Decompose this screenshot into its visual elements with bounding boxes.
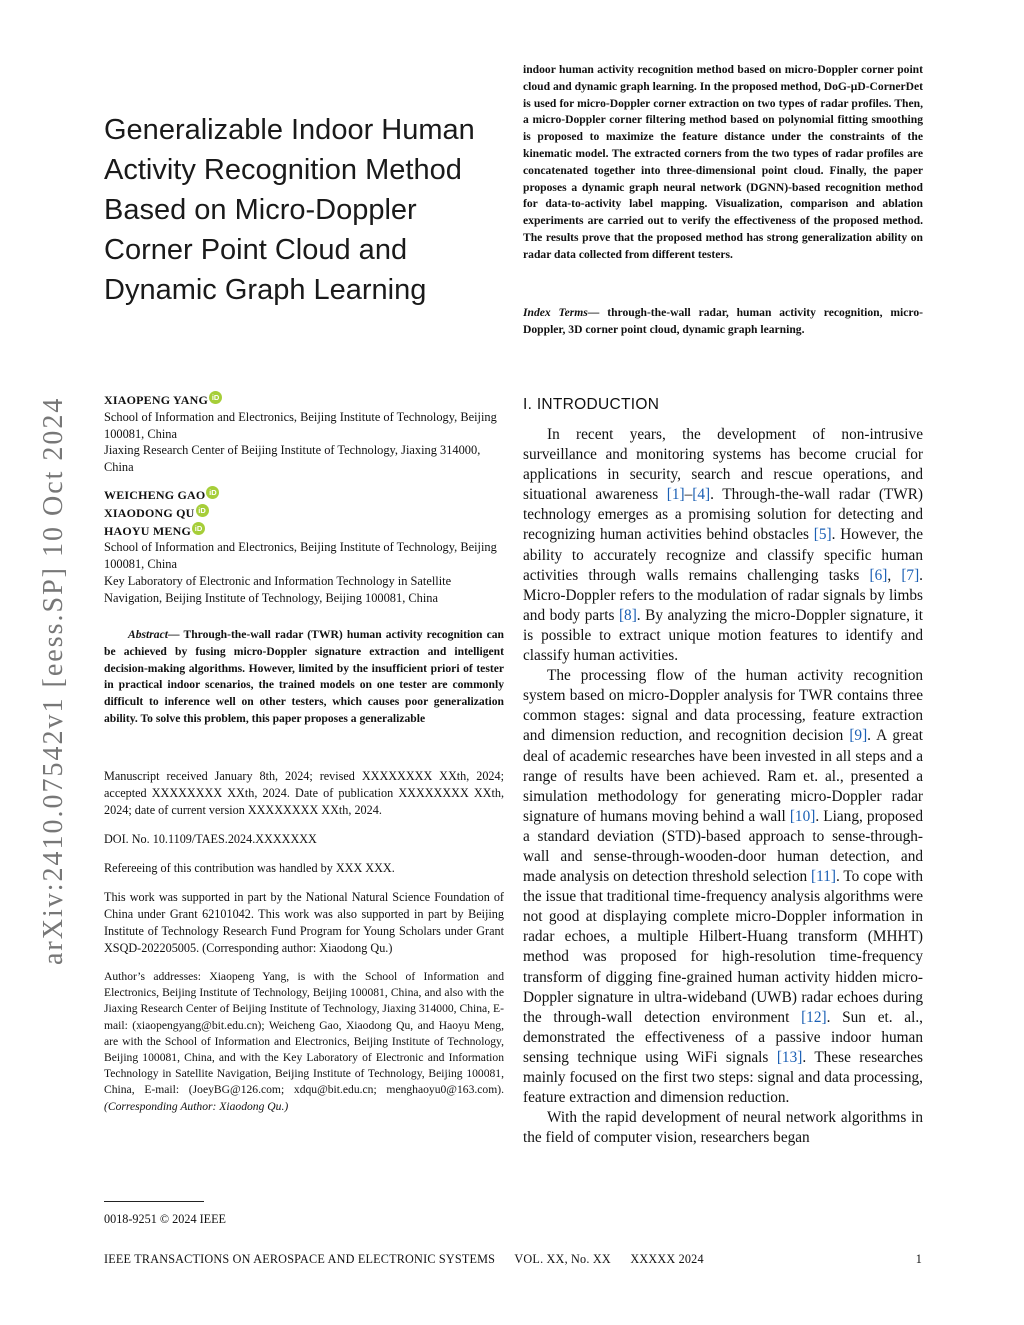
text-run: . To cope with the issue that traditional time-frequency analysis algorithms were not good at displaying complete micro-Doppler information in radar echoes, a multiple Hilbert-Huang transform (MHHT) method was proposed for high-resolution time-frequency transform of digging fine-grained human activity hidden micro-Doppler signature in ultra-wideband (UWB) radar echoes during the through-wall detection environment <box>523 868 923 1026</box>
paragraph <box>523 666 923 1108</box>
citation-link[interactable]: [4] <box>692 486 711 504</box>
citation-link[interactable]: [7] <box>901 566 920 584</box>
paragraph: With the rapid development of neural network algorithms in the field of computer vision, researchers began <box>523 1109 923 1147</box>
author-name: WEICHENG GAO <box>104 487 206 502</box>
footnotes <box>104 768 504 1127</box>
journal-name: IEEE TRANSACTIONS ON AEROSPACE AND ELECTRONIC SYSTEMS VOL. XX, No. XX XXXXX 2024 <box>104 1252 704 1266</box>
text-run: . Micro-Doppler refers to the modulation of radar signals by limbs and body parts <box>523 566 923 624</box>
paragraph <box>523 425 923 666</box>
text-run: . However, the ability to accurately recognize and classify specific human activities through walls remains challenging tasks <box>523 526 923 584</box>
affiliation: School of Information and Electronics, Beijing Institute of Technology, Beijing 100081, China <box>104 409 497 441</box>
index-terms <box>523 305 923 339</box>
abstract-text: Through-the-wall radar (TWR) human activity recognition can be achieved by fusing micro-Doppler signature extraction and intelligent decision-making algorithms. However, limited by the insufficient priori of tester in practical indoor scenarios, the trained models on one tester are commonly difficult to inference well on other testers, which causes poor generalization ability. To solve this problem, this paper proposes a generalizable <box>104 628 504 725</box>
orcid-icon[interactable]: iD <box>206 486 219 499</box>
citation-link[interactable]: [9] <box>849 727 868 745</box>
page-footer <box>104 1252 922 1267</box>
abstract <box>104 627 504 728</box>
paper-title: Generalizable Indoor Human Activity Recognition Method Based on Micro-Doppler Corner Point Cloud and Dynamic Graph Learning <box>104 114 475 306</box>
author-entry <box>104 504 504 522</box>
affiliation: Key Laboratory of Electronic and Information Technology in Satellite Navigation, Beijing Institute of Technology, Beijing 100081, China <box>104 573 452 605</box>
orcid-icon[interactable]: iD <box>209 391 222 404</box>
author-name: XIAODONG QU <box>104 505 195 520</box>
citation-link[interactable]: [12] <box>801 1008 827 1026</box>
affiliation: School of Information and Electronics, Beijing Institute of Technology, Beijing 100081, China <box>104 540 497 572</box>
text-run: . By analyzing the micro-Doppler signature, it is possible to extract unique motion features to identify and classify human activities. <box>523 606 923 665</box>
doi-note: DOI. No. 10.1109/TAES.2024.XXXXXXX <box>104 832 317 846</box>
addresses-text: Author’s addresses: Xiaopeng Yang, is with the School of Information and Electronics, Beijing Institute of Technology, Beijing 100081, China, and also with the Jiaxing Research Center of Beijing Institute of Technology, Jiaxing 314000, China, E-mail: (xiaopengyang@bit.edu.cn); Weicheng Gao, Xiaodong Qu, and Haoyu Meng, are with the School of Information and Electronics, Beijing Institute of Technology, Beijing 100081, China, and with the Key Laboratory of Electronic and Information Technology in Satellite Navigation, Beijing Institute of Technology, Beijing 100081, China, E-mail: (JoeyBG@126.com; xdqu@bit.edu.cn; menghaoyu0@163.com). <box>104 970 504 1097</box>
citation-link[interactable]: [11] <box>811 868 836 886</box>
citation-link[interactable]: [10] <box>789 807 816 825</box>
addresses-note <box>104 969 504 1115</box>
funding-note: This work was supported in part by the National Natural Science Foundation of China under Grant 62101042. This work was also supported in part by Beijing Institute of Technology Research Fund Program for Young Scholars under Grant XSQD-202205005. (Corresponding author: Xiaodong Qu.) <box>104 890 504 955</box>
abstract-label: Abstract— <box>128 628 180 641</box>
citation-link[interactable]: [5] <box>813 526 832 544</box>
citation-link[interactable]: [6] <box>869 566 888 584</box>
text-run: In recent years, the development of non-intrusive surveillance and monitoring systems has become crucial for applications in security, search and rescue operations, and situational awareness <box>523 426 923 504</box>
text-run: , <box>887 566 902 584</box>
author-entry <box>104 522 504 540</box>
author-entry <box>104 391 504 409</box>
citation-link[interactable]: [8] <box>618 606 637 624</box>
text-run: The processing flow of the human activity recognition system based on micro-Doppler analysis for TWR contains three common stages: signal and data processing, feature extraction and dimension reduction, and recognition decision <box>523 667 923 745</box>
index-terms-text: through-the-wall radar, human activity recognition, micro-Doppler, 3D corner point cloud, dynamic graph learning. <box>523 306 923 336</box>
text-run: . Through-the-wall radar (TWR) technology emerges as a promising solution for detecting and recognizing human activities behind obstacles <box>523 486 923 544</box>
orcid-icon[interactable]: iD <box>196 504 209 517</box>
affiliation: Jiaxing Research Center of Beijing Institute of Technology, Jiaxing 314000, China <box>104 443 481 475</box>
body-text <box>523 425 923 1148</box>
text-run: . Liang, proposed a standard deviation (STD)-based approach to sense-through-wall and sense-through-wooden-door human detection, and made analysis on detection threshold selection <box>523 807 923 886</box>
abstract-continued: indoor human activity recognition method based on micro-Doppler corner point cloud and dynamic graph learning. In the proposed method, DoG-μD-CornerDet is used for micro-Doppler corner extraction on two types of radar profiles. Then, a micro-Doppler corner filtering method based on polynomial fitting smoothing is proposed to maximize the feature distance under the constraints of the kinematic model. The extracted corners from the two types of radar profiles are concatenated together into three-dimensional point cloud. Finally, the paper proposes a dynamic graph neural network (DGNN)-based recognition method for data-to-activity label mapping. Visualization, comparison and ablation experiments are carried out to verify the effectiveness of the proposed method. The results prove that the proposed method has strong generalization ability on radar data collected from different testers. <box>523 63 923 261</box>
text-run: . A great deal of academic researches have been invested in all steps and a range of results have been achieved. Ram et. al., presented a simulation methodology for generating micro-Doppler radar signature of humans moving behind a wall <box>523 727 923 825</box>
author-block <box>104 391 504 607</box>
author-entry <box>104 486 504 504</box>
text-run: . Sun et. al., demonstrated the effectiveness of a passive indoor human sensing technique using WiFi signals <box>523 1008 923 1066</box>
manuscript-note: Manuscript received January 8th, 2024; revised XXXXXXXX XXth, 2024; accepted XXXXXXXX XXth, 2024. Date of publication XXXXXXXX XXth, 2024; date of current version XXXXXXXX XXth, 2024. <box>104 769 504 817</box>
refereeing-note: Refereeing of this contribution was handled by XXX XXX. <box>104 861 395 875</box>
footnote-rule <box>104 1201 204 1202</box>
author-name: HAOYU MENG <box>104 523 191 538</box>
page-number: 1 <box>915 1252 922 1266</box>
orcid-icon[interactable]: iD <box>192 522 205 535</box>
arxiv-stamp: arXiv:2410.07542v1 [eess.SP] 10 Oct 2024 <box>38 396 69 965</box>
author-name: XIAOPENG YANG <box>104 393 209 407</box>
citation-link[interactable]: [13] <box>776 1048 803 1066</box>
copyright: 0018-9251 © 2024 IEEE <box>104 1212 226 1226</box>
section-heading: I. INTRODUCTION <box>523 396 660 413</box>
corresponding-author: (Corresponding Author: Xiaodong Qu.) <box>104 1099 289 1113</box>
text-run: – <box>684 486 693 504</box>
text-run: . These researches mainly focused on the first two steps: signal and data processing, feature extraction and dimension reduction. <box>523 1048 923 1107</box>
index-terms-label: Index Terms— <box>523 306 600 319</box>
citation-link[interactable]: [1] <box>666 486 685 504</box>
